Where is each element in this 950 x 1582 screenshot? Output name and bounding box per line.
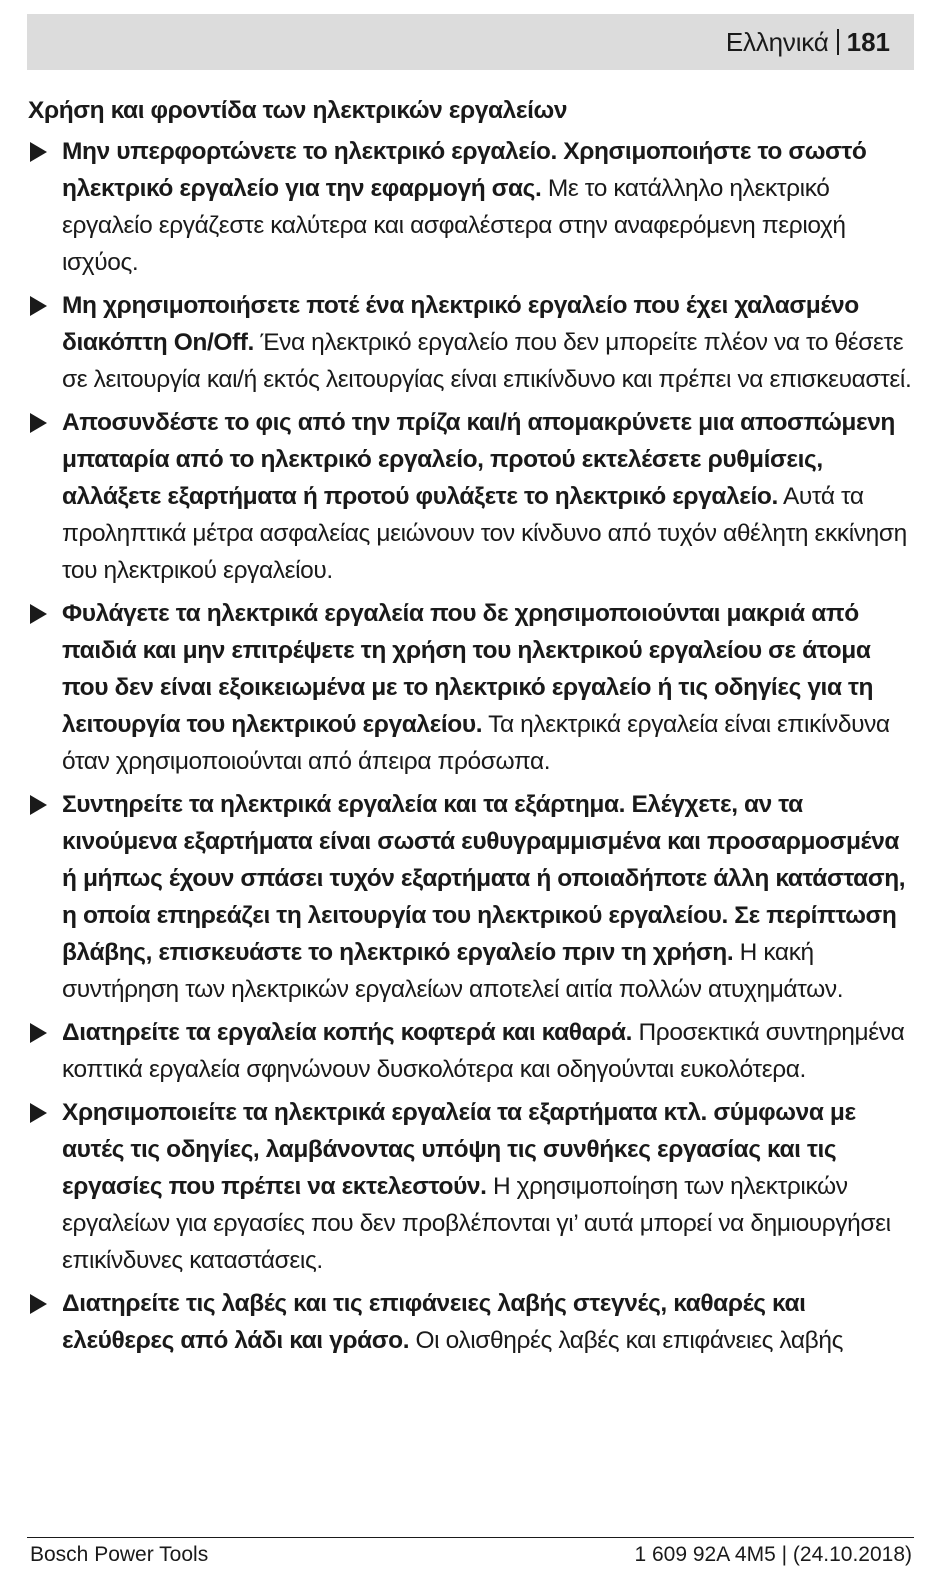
list-item	[28, 133, 914, 281]
item-normal-text: Τα ηλεκτρικά εργαλεία είναι επικίνδυνα όταν χρησιμοποιούνται από άπειρα πρόσωπα.	[62, 711, 890, 775]
triangle-bullet-icon	[30, 142, 47, 162]
list-item	[28, 404, 914, 589]
item-bold-text: Φυλάγετε τα ηλεκτρικά εργαλεία που δε χρησιμοποιούνται μακριά από παιδιά και μην επιτρέψετε τη χρήση του ηλεκτρικού εργαλείου σε άτομα που δεν είναι εξοικειωμένα με το ηλεκτρικό εργαλείο ή τις οδηγίες για τη λειτουργία του ηλεκτρικού εργαλείου.	[62, 600, 874, 738]
header-separator	[837, 29, 839, 55]
item-normal-text: Προσεκτικά συντηρημένα κοπτικά εργαλεία σφηνώνουν δυσκολότερα και οδηγούνται ευκολότερα.	[62, 1019, 905, 1083]
page-header	[27, 14, 914, 70]
footer-separator: |	[781, 1543, 788, 1566]
page-number: 181	[846, 27, 890, 57]
list-item	[28, 1014, 914, 1088]
item-normal-text: Η κακή συντήρηση των ηλεκτρικών εργαλείων αποτελεί αιτία πολλών ατυχημάτων.	[62, 939, 844, 1003]
header-language: Ελληνικά	[725, 27, 829, 57]
page-content	[28, 92, 914, 1365]
item-normal-text: Οι ολισθηρές λαβές και επιφάνειες λαβής	[409, 1327, 843, 1354]
item-bold-text: Μην υπερφορτώνετε το ηλεκτρικό εργαλείο. Χρησιμοποιήστε το σωστό ηλεκτρικό εργαλείο για την εφαρμογή σας.	[62, 138, 867, 202]
list-item	[28, 1094, 914, 1279]
footer-brand: Bosch Power Tools	[30, 1543, 209, 1566]
triangle-bullet-icon	[30, 1294, 47, 1314]
triangle-bullet-icon	[30, 1023, 47, 1043]
footer-doc-number: 1 609 92A 4M5	[634, 1543, 776, 1566]
footer-date: (24.10.2018)	[792, 1543, 912, 1566]
triangle-bullet-icon	[30, 1103, 47, 1123]
item-normal-text: Ένα ηλεκτρικό εργαλείο που δεν μπορείτε πλέον να το θέσετε σε λειτουργία και/ή εκτός λειτουργίας είναι επικίνδυνο και πρέπει να επισκευαστεί.	[62, 329, 912, 393]
list-item	[28, 595, 914, 780]
list-item	[28, 287, 914, 398]
triangle-bullet-icon	[30, 413, 47, 433]
footer-doc-info	[634, 1541, 912, 1569]
item-bold-text: Μη χρησιμοποιήσετε ποτέ ένα ηλεκτρικό εργαλείο που έχει χαλασμένο διακόπτη On/Off.	[62, 292, 859, 356]
item-bold-text: Διατηρείτε τα εργαλεία κοπής κοφτερά και καθαρά.	[62, 1019, 633, 1046]
item-bold-text: Αποσυνδέστε το φις από την πρίζα και/ή απομακρύνετε μια αποσπώμενη μπαταρία από το ηλεκτρικό εργαλείο, προτού εκτελέσετε ρυθμίσεις, αλλάξετε εξαρτήματα ή προτού φυλάξετε το ηλεκτρικό εργαλείο.	[62, 409, 896, 510]
list-item	[28, 786, 914, 1008]
triangle-bullet-icon	[30, 604, 47, 624]
list-item	[28, 1285, 914, 1359]
item-normal-text: Η χρησιμοποίηση των ηλεκτρικών εργαλείων για εργασίες που δεν προβλέπονται γι’ αυτά μπορεί να δημιουργήσει επικίνδυνες καταστάσεις.	[62, 1173, 891, 1274]
item-bold-text: Συντηρείτε τα ηλεκτρικά εργαλεία και τα εξάρτημα. Ελέγχετε, αν τα κινούμενα εξαρτήματα είναι σωστά ευθυγραμμισμένα και προσαρμοσμένα ή μήπως έχουν σπάσει τυχόν εξαρτήματα ή οποιαδήποτε άλλη κατάσταση, η οποία επηρεάζει τη λειτουργία του ηλεκτρικού εργαλείου. Σε περίπτωση βλάβης, επισκευάστε το ηλεκτρικό εργαλείο πριν τη χρήση.	[62, 791, 906, 966]
item-bold-text: Διατηρείτε τις λαβές και τις επιφάνειες λαβής στεγνές, καθαρές και ελεύθερες από λάδι και γράσο.	[62, 1290, 806, 1354]
item-normal-text: Με το κατάλληλο ηλεκτρικό εργαλείο εργάζεστε καλύτερα και ασφαλέστερα στην αναφερόμενη περιοχή ισχύος.	[62, 175, 846, 276]
section-title: Χρήση και φροντίδα των ηλεκτρικών εργαλείων	[28, 97, 568, 124]
footer-divider	[27, 1537, 914, 1538]
item-normal-text: Αυτά τα προληπτικά μέτρα ασφαλείας μειώνουν τον κίνδυνο από τυχόν αθέλητη εκκίνηση του ηλεκτρικού εργαλείου.	[62, 483, 907, 584]
header-page-info	[726, 26, 890, 58]
item-bold-text: Χρησιμοποιείτε τα ηλεκτρικά εργαλεία τα εξαρτήματα κτλ. σύμφωνα με αυτές τις οδηγίες, λαμβάνοντας υπόψη τις συνθήκες εργασίας και τις εργασίες που πρέπει να εκτελεστούν.	[62, 1099, 856, 1200]
triangle-bullet-icon	[30, 296, 47, 316]
triangle-bullet-icon	[30, 795, 47, 815]
